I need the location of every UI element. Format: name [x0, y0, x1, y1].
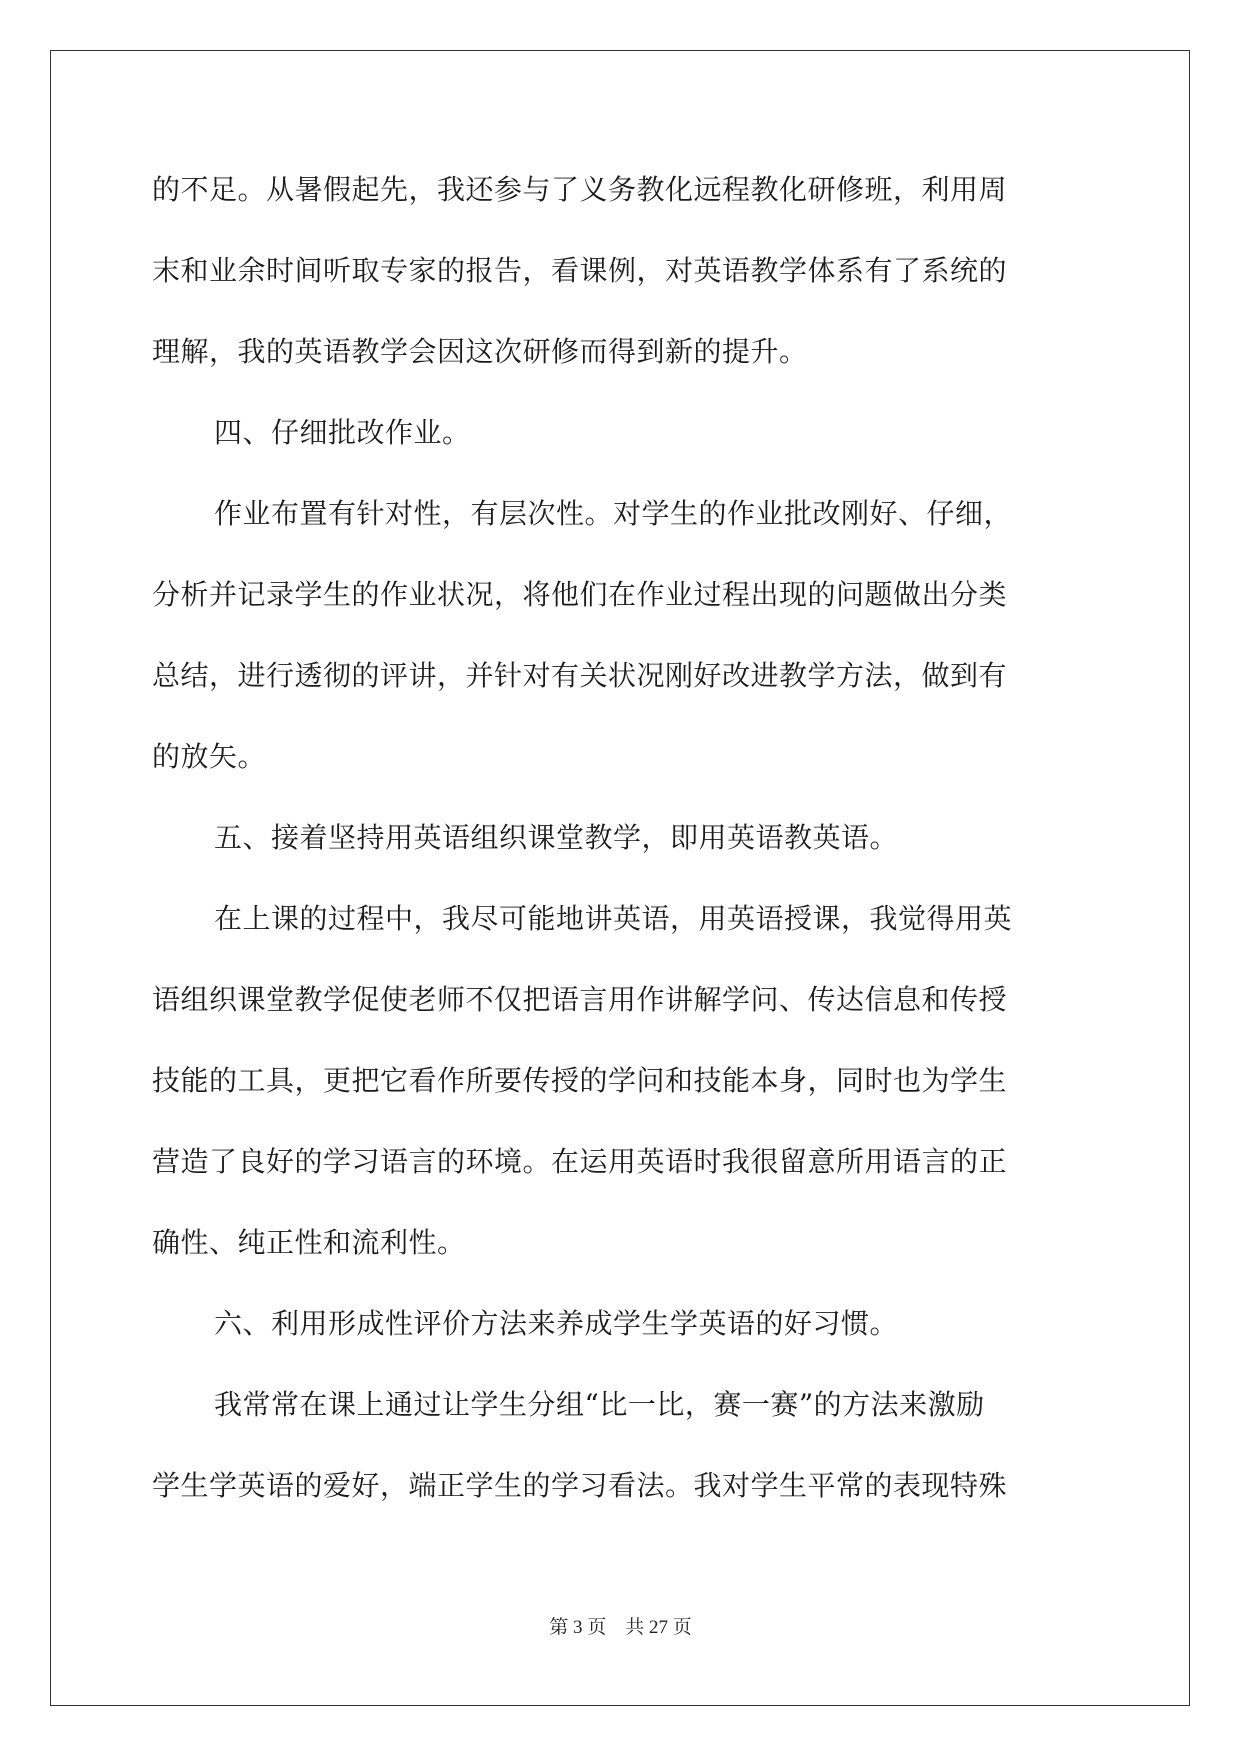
- section-heading-4: 四、仔细批改作业。: [214, 416, 471, 449]
- text-line-14: 确性、纯正性和流利性。: [152, 1226, 466, 1259]
- text-line-2: 末和业余时间听取专家的报告，看课例，对英语教学体系有了系统的: [152, 254, 1008, 287]
- text-line-10: 在上课的过程中，我尽可能地讲英语，用英语授课，我觉得用英: [214, 902, 1013, 935]
- page-number: 第 3 页 共 27 页: [549, 1617, 692, 1638]
- text-line-11: 语组织课堂教学促使老师不仅把语言用作讲解学问、传达信息和传授: [152, 983, 1008, 1016]
- text-line-8: 的放矢。: [152, 740, 267, 773]
- text-line-1: 的不足。从暑假起先，我还参与了义务教化远程教化研修班，利用周: [152, 173, 1008, 206]
- text-line-13: 营造了良好的学习语言的环境。在运用英语时我很留意所用语言的正: [152, 1145, 1008, 1178]
- text-line-16: 我常常在课上通过让学生分组“比一比，赛一赛”的方法来激励: [214, 1388, 985, 1421]
- text-line-5: 作业布置有针对性，有层次性。对学生的作业批改刚好、仔细，: [214, 497, 1013, 530]
- text-line-7: 总结，进行透彻的评讲，并针对有关状况刚好改进教学方法，做到有: [152, 659, 1008, 692]
- document-body: [152, 160, 1090, 1537]
- text-line-17: 学生学英语的爱好，端正学生的学习看法。我对学生平常的表现特殊: [152, 1469, 1008, 1502]
- text-line-6: 分析并记录学生的作业状况，将他们在作业过程出现的问题做出分类: [152, 578, 1008, 611]
- section-heading-6: 六、利用形成性评价方法来养成学生学英语的好习惯。: [214, 1307, 899, 1340]
- text-line-3: 理解，我的英语教学会因这次研修而得到新的提升。: [152, 335, 808, 368]
- text-line-12: 技能的工具，更把它看作所要传授的学问和技能本身，同时也为学生: [152, 1064, 1008, 1097]
- section-heading-5: 五、接着坚持用英语组织课堂教学，即用英语教英语。: [214, 821, 899, 854]
